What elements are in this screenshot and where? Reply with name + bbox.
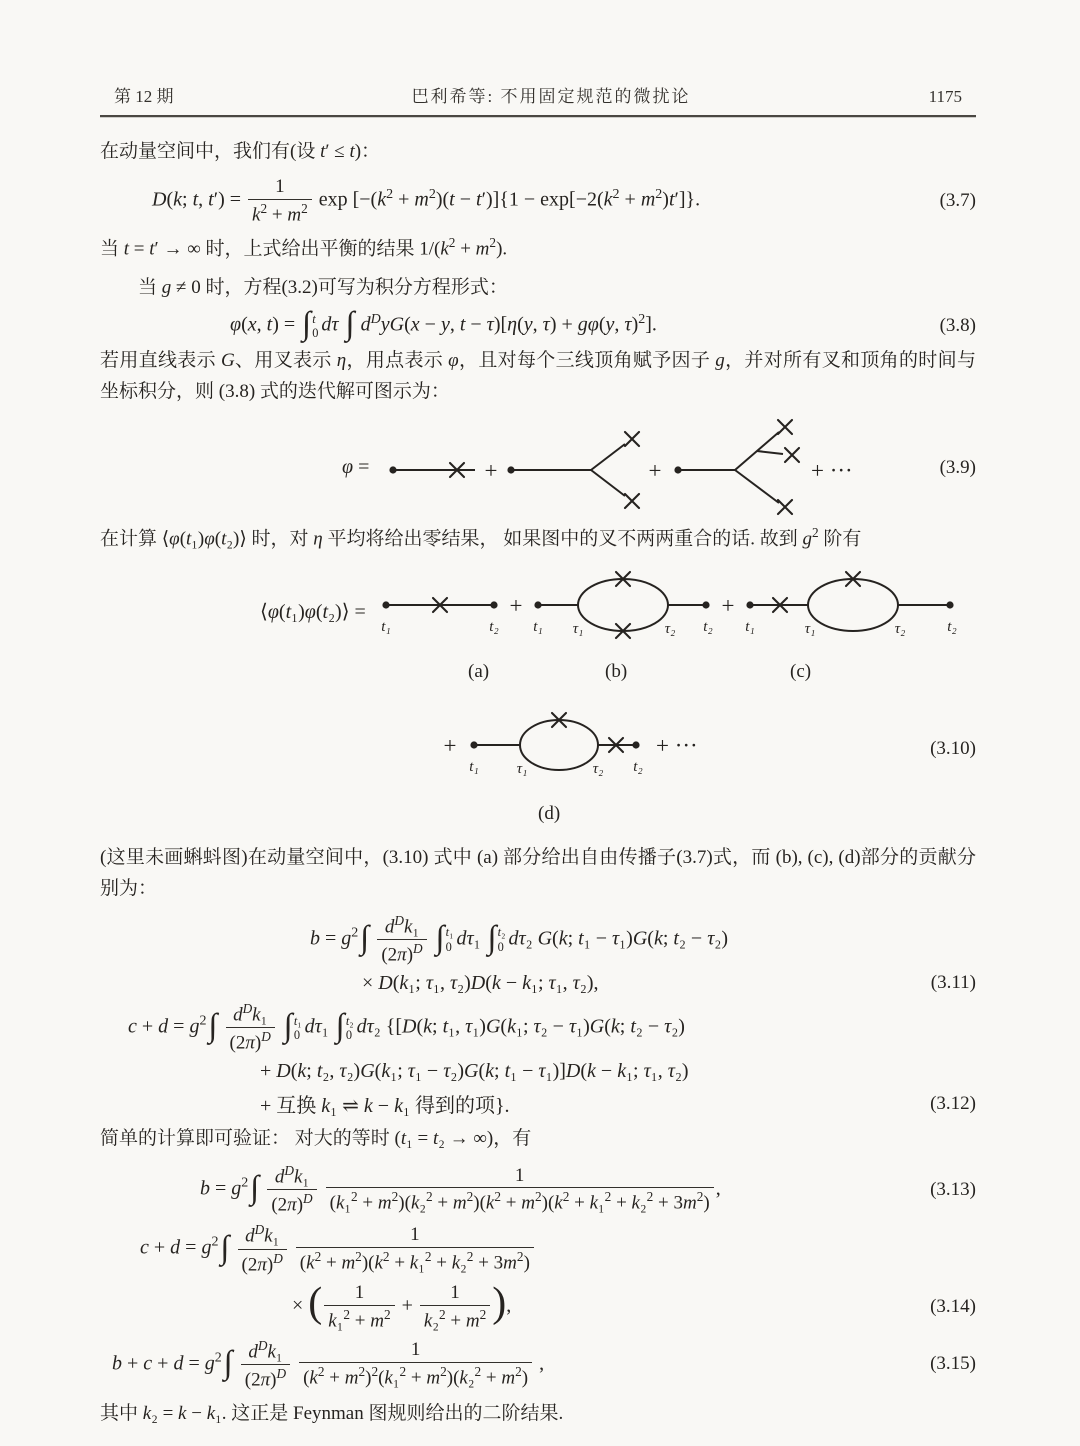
time-label: t₂ (947, 619, 957, 635)
equation-body-line2: + D(k; t₂, τ₂)G(k₁; τ₁ − τ₂)G(k; t₁ − τ₁)]D(k − k₁; τ₁, τ₂) (260, 1060, 689, 1083)
running-title: 巴利希等: 不用固定规范的微扰论 (411, 87, 691, 106)
equation-body: D(k; t, t′) = $\frac{1}{k^2 + m^2}$ $\exp [-(k^2 + m^2)(t - t')]\{1 - \exp[-2(k^2 + m^2)t']\}$. (152, 175, 701, 225)
branch-line (591, 470, 625, 496)
label-c: (c) (790, 661, 812, 682)
equation-3-10-row2 (100, 699, 976, 799)
loop-circle (808, 579, 898, 631)
plus-sign: + (721, 593, 735, 618)
equation-3-10-row1 (100, 565, 976, 657)
diagram-term-2 (508, 444, 626, 496)
equation-number: (3.12) (930, 1092, 976, 1114)
label-b: (b) (605, 661, 628, 682)
noise-cross-icon (625, 494, 639, 508)
equation-3-7 (100, 176, 976, 226)
header-rule (100, 115, 976, 117)
equation-3-9 (100, 418, 976, 518)
time-label: t₁ (469, 759, 479, 775)
paragraph-no-tadpole: (这里未画蝌蚪图)在动量空间中，(3.10) 式中 (a) 部分给出自由传播子(3.7)式，而 (b), (c), (d)部分的贡献分别为： (100, 847, 976, 899)
label-a: (a) (468, 661, 490, 682)
equation-body-line1: $c + d = g^2\int$ $d^Dk_1$ $(2\pi)^D$ $\frac{1}{(k^2 + m^2)(k^2 + k_1^2 + k_2^2 + 3m^2)}$ (140, 1222, 536, 1275)
tau-label: τ₁ (516, 761, 528, 777)
phi-equals-label: φ = (342, 456, 370, 479)
equation-number: (3.15) (930, 1353, 976, 1375)
time-label: t₂ (703, 619, 713, 635)
equation-body-line2: × D(k₁; τ₁, τ₂)D(k − k₁; τ₁, τ₂), (362, 971, 599, 994)
loop-circle (520, 720, 598, 770)
vertex-dot (702, 601, 709, 608)
diagram-letter-labels (100, 661, 976, 689)
branch-line (735, 470, 779, 503)
equation-number: (3.14) (930, 1295, 976, 1317)
equation-number: (3.13) (930, 1178, 976, 1200)
time-label: t₁ (381, 619, 391, 635)
equation-body: φ(x, t) = ∫ t 0 dτ ∫ $d^DyG(x - y$, t − τ)[η(y, τ) + gφ(y, τ)$^2$]. (230, 306, 657, 343)
vertex-dot (632, 741, 639, 748)
plus-sign: + (443, 733, 457, 758)
time-label: t₂ (633, 759, 643, 775)
diagram-d (470, 720, 639, 770)
tau-label: τ₂ (592, 761, 604, 777)
noise-cross-icon (625, 432, 639, 446)
plus-sign: + (484, 457, 498, 483)
feynman-diagrams-3-9 (383, 418, 883, 518)
equation-3-14 (100, 1222, 976, 1331)
feynman-diagrams-3-10-row1 (376, 565, 976, 657)
equation-body-line1: $c + d = g^2\int$ $d^Dk_1$ $(2\pi)^D$ ∫ t₁ 0 dτ₁ ∫ t₂ 0 dτ₂ {[D(k; t₁, τ₁)G(k₁; τ₂ − τ₁)G(k; t₂ − τ₂) (128, 1000, 685, 1054)
tau-label: τ₁ (804, 621, 816, 637)
noise-cross-icon (778, 420, 792, 434)
noise-cross-icon (785, 448, 799, 462)
plus-sign: + (509, 593, 523, 618)
equation-3-13 (100, 1163, 976, 1216)
issue-number: 第 12 期 (114, 87, 174, 106)
feynman-diagram-3-10-row2 (440, 699, 780, 799)
time-label: t₁ (745, 619, 755, 635)
page-header (100, 82, 976, 113)
branch-line (591, 444, 625, 470)
equation-3-8 (100, 306, 976, 343)
equation-body-line2: × ( $\frac{1}{k_1^2 + m^2}$ + $\frac{1}{k_2^2 + m^2}$ ), (292, 1279, 512, 1331)
label-d: (d) (538, 803, 561, 824)
paragraph-feynman-conclusion: 其中 k₂ = k − k₁. 这正是 Feynman 图规则给出的二阶结果. (100, 1403, 564, 1425)
paragraph-average-eta: 在计算 ⟨φ(t₁)φ(t₂)⟩ 时，对 η 平均将给出零结果， 如果图中的叉不两两重合的话. 故到 $g^2$ 阶有 (100, 524, 862, 550)
correlator-lhs: ⟨φ(t₁)φ(t₂)⟩ = (260, 600, 366, 623)
diagram-b (534, 579, 709, 631)
equation-body: $b + c + d = g^2\int$ $d^Dk_1$ $(2\pi)^D$ $\frac{1}{(k^2 + m^2)^2(k_1^2 + m^2)(k_2^2 + m^2)}$ , (112, 1337, 545, 1391)
paragraph-equilibrium: 当 t = t′ → ∞ 时，上式给出平衡的结果 $1/(k^2 + m^2)$. (100, 234, 508, 260)
equation-3-12 (100, 1001, 976, 1118)
diagram-term-3 (675, 432, 784, 503)
equation-3-11 (100, 913, 976, 995)
plus-ellipsis: + ··· (811, 457, 854, 483)
time-label: t₁ (533, 619, 543, 635)
diagram-letter-label-d-row (100, 803, 976, 833)
vertex-dot (490, 601, 497, 608)
diagram-term-1 (390, 466, 476, 473)
equation-body-line1: $b = g^2\int$ $d^Dk_1$ $(2\pi)^D$ ∫ t₁ 0 dτ₁ ∫ t₂ 0 dτ₂ G(k; t₁ − τ₁)G(k; t₂ − τ₂) (310, 912, 729, 966)
loop-circle (578, 579, 668, 631)
equation-number: (3.9) (939, 456, 976, 478)
equation-number: (3.7) (939, 189, 976, 211)
paragraph-integral-form: 当 g ≠ 0 时，方程(3.2)可写为积分方程形式： (138, 276, 508, 298)
equation-body: $b = g^2\int$ $d^Dk_1$ $(2\pi)^D$ $\frac{1}{(k_1^2 + m^2)(k_2^2 + m^2)(k^2 + m^2)(k^2 + k_1^2 + k_2^2 + 3m^2)}$ , (200, 1162, 721, 1216)
branch-line (757, 451, 783, 454)
tau-label: τ₂ (664, 621, 676, 637)
equation-body-line3: + 互换 k₁ ⇌ k − k₁ 得到的项}. (260, 1095, 510, 1118)
plus-ellipsis: + ··· (656, 733, 698, 758)
equation-number: (3.8) (939, 315, 976, 336)
equation-3-15 (100, 1338, 976, 1391)
equation-number: (3.11) (930, 972, 976, 994)
paragraph-diagram-rules: 若用直线表示 G、用叉表示 η，用点表示 φ，且对每个三线顶角赋予因子 g，并对所有叉和顶角的时间与坐标积分，则 (3.8) 式的迭代解可图示为： (100, 350, 976, 403)
noise-cross-icon (778, 500, 792, 514)
tau-label: τ₂ (894, 621, 906, 637)
equation-number: (3.10) (930, 738, 976, 759)
tau-label: τ₁ (572, 621, 584, 637)
page-number: 1175 (928, 87, 962, 106)
plus-sign: + (648, 457, 662, 483)
time-label: t₂ (489, 619, 499, 635)
paragraph-momentum-space: 在动量空间中，我们有(设 t′ ≤ t)： (100, 141, 381, 162)
vertex-dot (946, 601, 953, 608)
diagram-c (746, 579, 953, 631)
paragraph-simple-check: 简单的计算即可验证： 对大的等时 (t₁ = t₂ → ∞)，有 (100, 1128, 532, 1150)
